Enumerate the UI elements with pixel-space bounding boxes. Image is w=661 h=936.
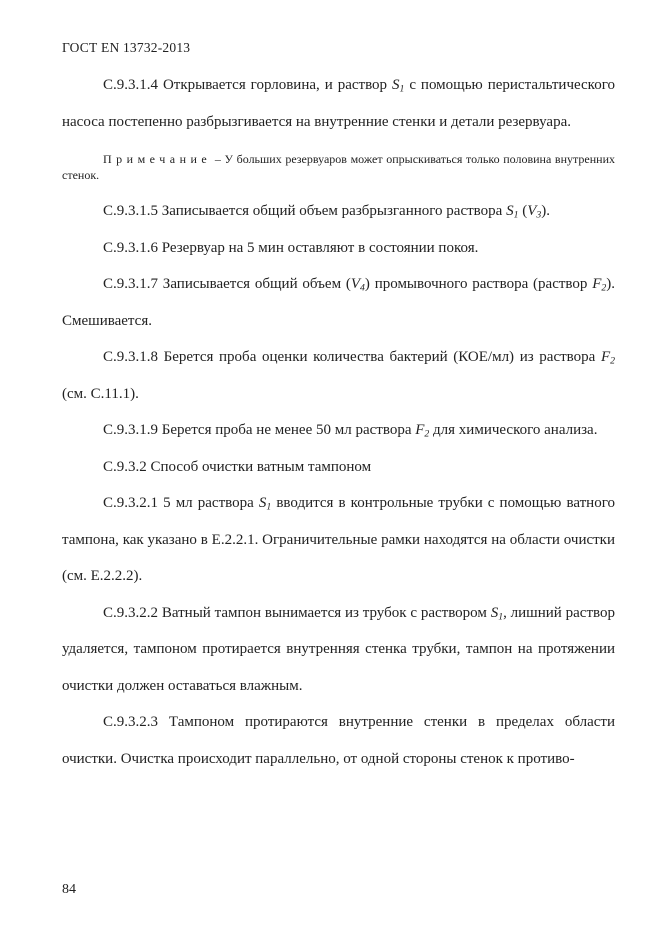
clause-number: С.9.3.2.2 — [103, 604, 159, 621]
clause-number: С.9.3.1.6 — [103, 239, 159, 256]
symbol-f2: $F_2$ — [592, 276, 607, 294]
paragraph-c-9-3-1-4: С.9.3.1.4 Открывается горловина, и раствор $S_1$ с помощью перистальтического насоса постепенно разбрызгивается на внутренние стенки и детали резервуара. — [62, 77, 615, 130]
symbol-s1: $S_1$ — [258, 495, 272, 513]
note — [62, 151, 615, 183]
paragraph-c-9-3-2-3: С.9.3.2.3 Тампоном протираются внутренние стенки в пределах области очистки. Очистка происходит параллельно, от одной стороны стенок к противо- — [62, 714, 615, 767]
paragraph-c-9-3-2: С.9.3.2 Способ очистки ватным тампоном — [103, 458, 372, 475]
document-body — [62, 67, 615, 777]
symbol-f2: $F_2$ — [415, 422, 430, 440]
symbol-s1: $S_1$ — [392, 77, 405, 95]
symbol-v4: $V_4$ — [350, 276, 365, 294]
paragraph-c-9-3-1-6: С.9.3.1.6 Резервуар на 5 мин оставляют в состоянии покоя. — [103, 239, 479, 256]
note-label: Примечание — [103, 152, 212, 166]
clause-number: С.9.3.1.5 — [103, 203, 159, 219]
clause-number: С.9.3.2 — [103, 458, 147, 475]
paragraph-c-9-3-1-9: С.9.3.1.9 Берется проба не менее 50 мл раствора $F_2$ для химического анализа. — [103, 422, 598, 440]
symbol-s1: $S_1$ — [490, 604, 504, 622]
paragraph-c-9-3-1-8: С.9.3.1.8 Берется проба оценки количества бактерий (КОЕ/мл) из раствора $F_2$ (см. С.11.1). — [62, 349, 615, 402]
document-header: ГОСТ EN 13732-2013 — [62, 40, 191, 55]
clause-number: С.9.3.1.7 — [103, 276, 159, 292]
clause-number: С.9.3.2.3 — [103, 714, 159, 730]
paragraph-c-9-3-1-7: С.9.3.1.7 Записывается общий объем $(V_4)$ промывочного раствора (раствор $F_2$). Смешивается. — [62, 276, 615, 329]
clause-number: С.9.3.1.4 — [103, 77, 159, 93]
symbol-v3: $V_3$ — [527, 203, 542, 221]
paragraph-c-9-3-2-1: С.9.3.2.1 5 мл раствора $S_1$ вводится в контрольные трубки с помощью ватного тампона, как указано в Е.2.2.1. Ограничительные рамки находятся на области очистки (см. Е.2.2.2). — [62, 495, 615, 584]
clause-number: С.9.3.2.1 — [103, 495, 159, 511]
note-text: – У больших резервуаров может опрыскиваться только половина внутренних стенок. — [62, 152, 615, 182]
clause-number: С.9.3.1.9 — [103, 422, 159, 438]
symbol-f2: $F_2$ — [600, 349, 615, 367]
paragraph-c-9-3-2-2: С.9.3.2.2 Ватный тампон вынимается из трубок с раствором $S_1$, лишний раствор удаляется, тампоном протирается внутренняя стенка трубки, тампон на протяжении очистки должен оставаться влажным. — [62, 604, 615, 694]
symbol-s1: $S_1$ — [506, 203, 519, 221]
clause-number: С.9.3.1.8 — [103, 349, 159, 365]
paragraph-c-9-3-1-5: С.9.3.1.5 Записывается общий объем разбрызганного раствора $S_1$ $(V_3)$. — [103, 203, 550, 221]
page-number: 84 — [62, 882, 76, 897]
